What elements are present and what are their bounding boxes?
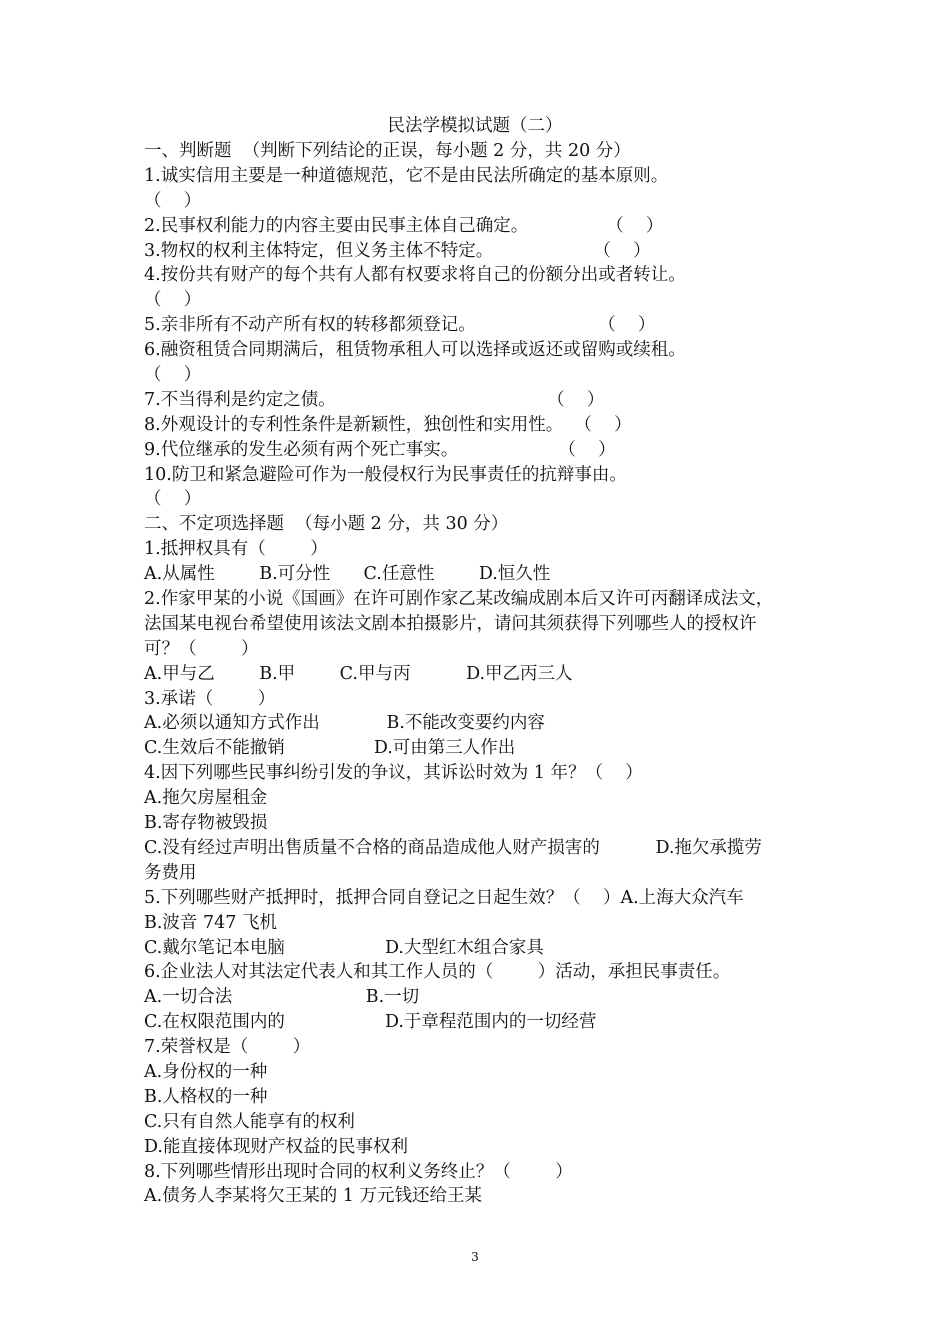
text-line: 10.防卫和紧急避险可作为一般侵权行为民事责任的抗辩事由。 <box>144 464 627 485</box>
text-line: A.债务人李某将欠王某的 1 万元钱还给王某 <box>144 1186 482 1207</box>
text-line: A.从属性 B.可分性 C.任意性 D.恒久性 <box>144 564 551 585</box>
text-line: C.在权限范围内的 D.于章程范围内的一切经营 <box>144 1012 597 1033</box>
text-line: 6.融资租赁合同期满后，租赁物承租人可以选择或返还或留购或续租。 <box>144 340 686 361</box>
exam-content <box>144 139 824 1209</box>
text-line: 6.企业法人对其法定代表人和其工作人员的（ ）活动，承担民事责任。 <box>144 962 731 983</box>
text-line: 一、判断题 （判断下列结论的正误，每小题 2 分，共 20 分） <box>144 141 631 161</box>
text-line: A.身份权的一种 <box>144 1061 268 1082</box>
text-line: 2.作家甲某的小说《国画》在许可剧作家乙某改编成剧本后又许可丙翻译成法文， <box>144 589 774 610</box>
text-line: 7.不当得利是约定之债。 （ ） <box>144 389 605 410</box>
page-title: 民法学模拟试题（二） <box>387 116 563 136</box>
text-line: 8.下列哪些情形出现时合同的权利义务终止？（ ） <box>144 1161 573 1182</box>
text-line: 可？（ ） <box>144 638 259 659</box>
text-line: B.寄存物被毁损 <box>144 813 268 834</box>
text-line: B.波音 747 飞机 <box>144 912 277 933</box>
text-line: 3.承诺（ ） <box>144 688 276 709</box>
text-line: A.必须以通知方式作出 B.不能改变要约内容 <box>144 713 545 734</box>
text-line: 4.因下列哪些民事纠纷引发的争议，其诉讼时效为 1 年？（ ） <box>144 763 643 784</box>
text-line: （ ） <box>144 489 202 510</box>
text-line: 1.抵押权具有（ ） <box>144 539 328 560</box>
text-line: （ ） <box>144 190 202 211</box>
text-line: A.甲与乙 B.甲 C.甲与丙 D.甲乙丙三人 <box>144 663 573 684</box>
text-line: 务费用 <box>144 862 197 883</box>
text-line: A.拖欠房屋租金 <box>144 788 268 809</box>
text-line: D.能直接体现财产权益的民事权利 <box>144 1136 408 1157</box>
text-line: 5.亲非所有不动产所有权的转移都须登记。 （ ） <box>144 315 656 336</box>
text-line: C.没有经过声明出售质量不合格的商品造成他人财产损害的 D.拖欠承揽劳 <box>144 837 762 858</box>
text-line: 8.外观设计的专利性条件是新颖性，独创性和实用性。 （ ） <box>144 414 632 435</box>
text-line: A.一切合法 B.一切 <box>144 987 420 1008</box>
text-line: 4.按份共有财产的每个共有人都有权要求将自己的份额分出或者转让。 <box>144 265 686 286</box>
text-line: 5.下列哪些财产抵押时，抵押合同自登记之日起生效？（ ）A.上海大众汽车 <box>144 887 744 908</box>
text-line: 9.代位继承的发生必须有两个死亡事实。 （ ） <box>144 439 616 460</box>
text-line: 2.民事权利能力的内容主要由民事主体自己确定。 （ ） <box>144 215 664 236</box>
page-number: 3 <box>471 1250 479 1264</box>
text-line: （ ） <box>144 290 202 311</box>
text-line: （ ） <box>144 365 202 386</box>
text-line: 7.荣誉权是（ ） <box>144 1037 311 1058</box>
text-line: 法国某电视台希望使用该法文剧本拍摄影片，请问其须获得下列哪些人的授权许 <box>144 613 757 634</box>
text-line: C.生效后不能撤销 D.可由第三人作出 <box>144 738 516 759</box>
text-line: 1.诚实信用主要是一种道德规范，它不是由民法所确定的基本原则。 <box>144 165 669 186</box>
text-line: C.只有自然人能享有的权利 <box>144 1111 355 1132</box>
text-line: 3.物权的权利主体特定，但义务主体不特定。 （ ） <box>144 240 651 261</box>
text-line: C.戴尔笔记本电脑 D.大型红木组合家具 <box>144 937 544 958</box>
text-line: B.人格权的一种 <box>144 1086 268 1107</box>
text-line: 二、不定项选择题 （每小题 2 分，共 30 分） <box>144 514 509 535</box>
